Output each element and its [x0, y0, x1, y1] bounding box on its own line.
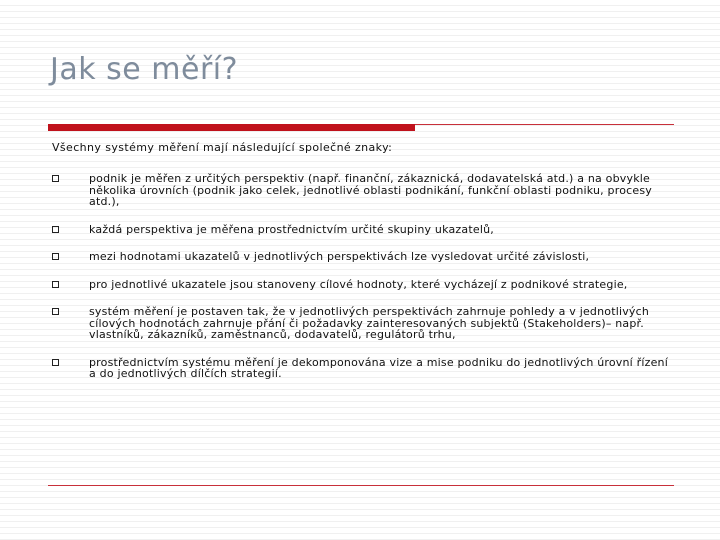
hollow-square-icon: [52, 281, 59, 288]
hollow-square-icon: [52, 308, 59, 315]
bullet-text: podnik je měřen z určitých perspektiv (např. finanční, zákaznická, dodavatelská atd.) a na obvykle několika úrovních (podnik jako celek, jednotlivé oblasti podnikání, funkční oblasti podniku, procesy atd.),: [89, 172, 653, 208]
list-item: [52, 357, 677, 380]
slide-title: Jak se měří?: [50, 52, 239, 87]
list-item: [52, 251, 677, 263]
hollow-square-icon: [52, 175, 59, 182]
bullet-text: každá perspektiva je měřena prostřednictvím určité skupiny ukazatelů,: [89, 222, 494, 236]
list-item: [52, 306, 677, 341]
bullet-text: mezi hodnotami ukazatelů v jednotlivých perspektivách lze vysledovat určité závislosti,: [89, 250, 590, 263]
list-item: [52, 173, 677, 208]
bullet-text: prostřednictvím systému měření je dekomponována vize a mise podniku do jednotlivých úrovní řízení a do jednotlivých dílčích strategií.: [89, 355, 668, 380]
footer-line: [48, 485, 674, 486]
bullet-text: pro jednotlivé ukazatele jsou stanoveny cílové hodnoty, které vycházejí z podnikové strategie,: [89, 277, 628, 291]
hollow-square-icon: [52, 226, 59, 233]
bullet-text: systém měření je postaven tak, že v jednotlivých perspektivách zahrnuje pohledy a v jednotlivých cílových hodnotách zahrnuje přání či požadavky zainteresovaných subjektů (Stakeholders)– např. vlastníků, zákazníků, zaměstnanců, dodavatelů, regulátorů trhu,: [89, 305, 650, 341]
hollow-square-icon: [52, 253, 59, 260]
title-accent-bar: [48, 124, 415, 131]
intro-text: Všechny systémy měření mají následující společné znaky:: [52, 141, 393, 154]
list-item: [52, 279, 677, 291]
hollow-square-icon: [52, 359, 59, 366]
bullet-list: [52, 173, 677, 396]
list-item: [52, 224, 677, 236]
